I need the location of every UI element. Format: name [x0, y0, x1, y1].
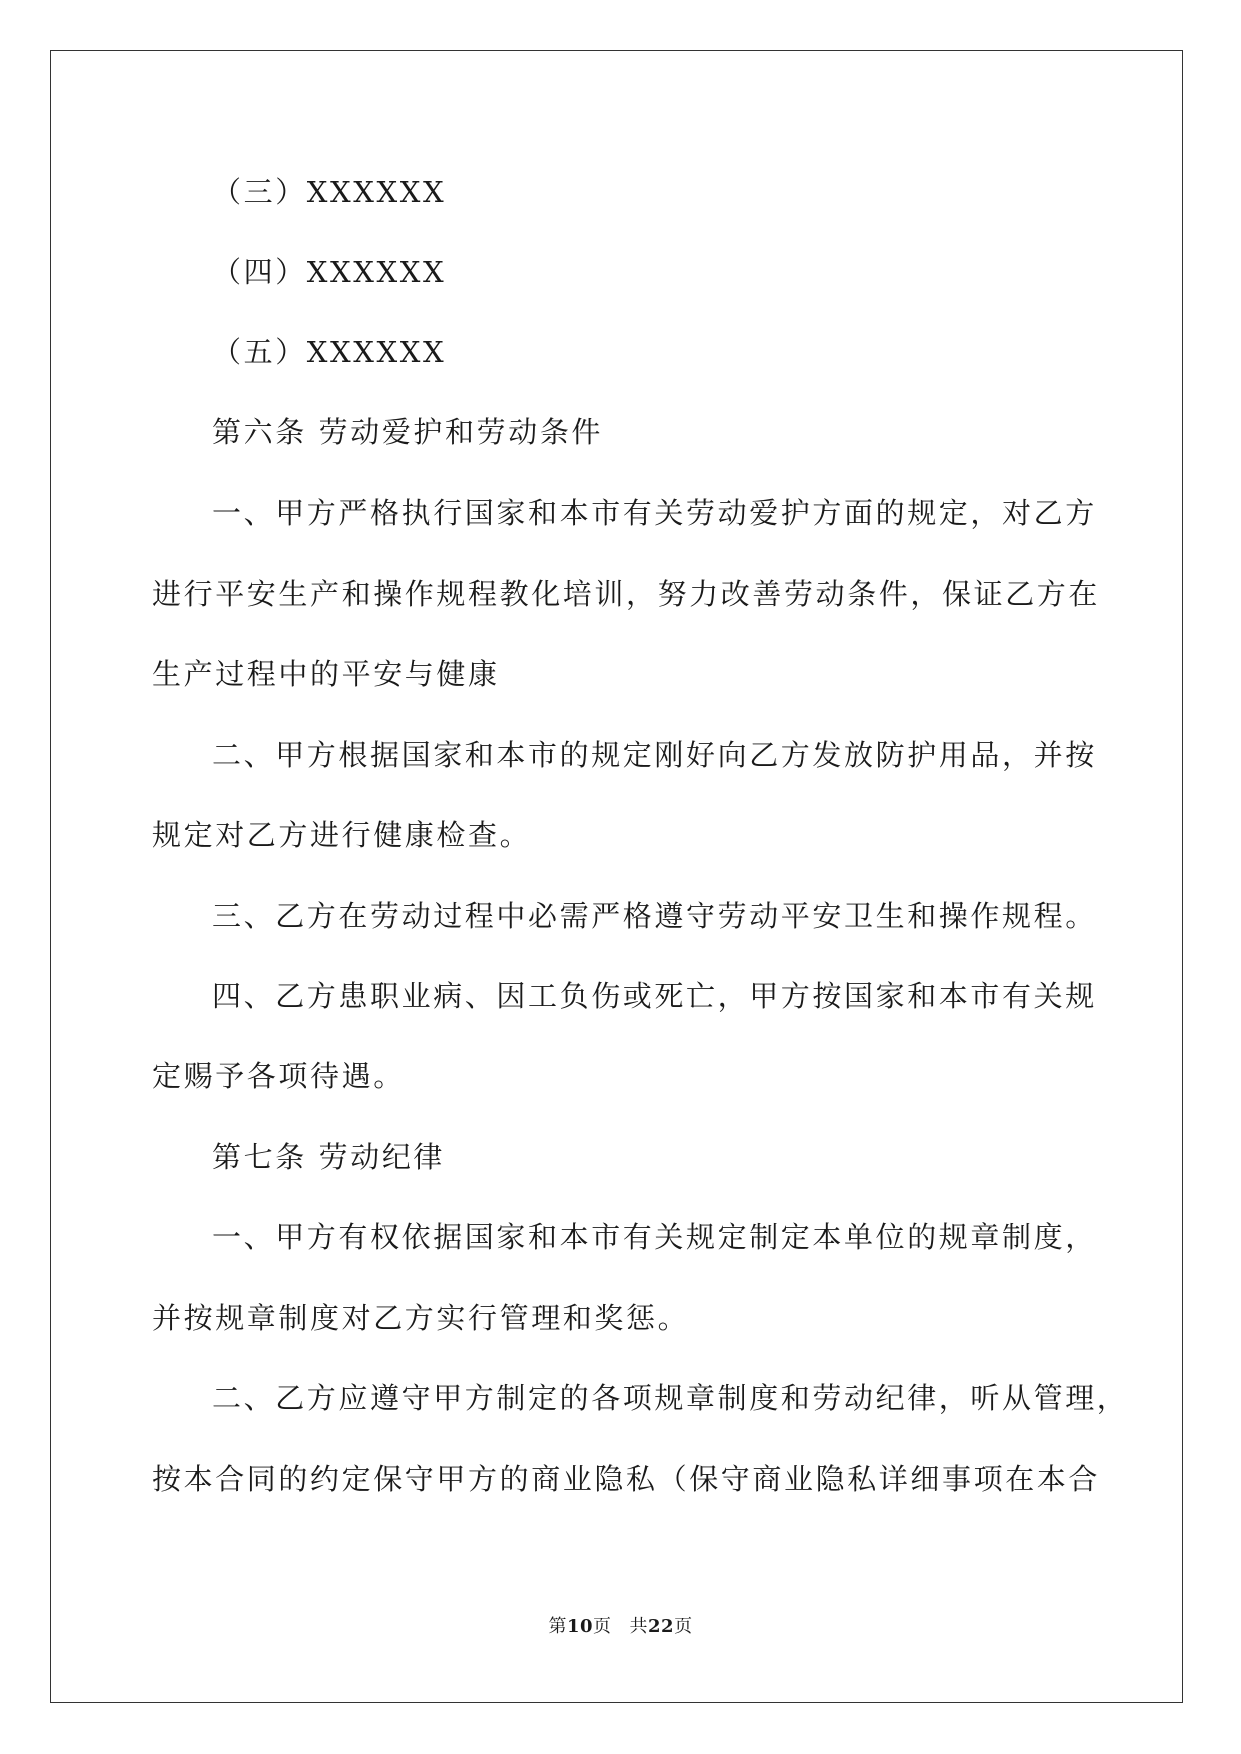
- footer-total-suffix: 页: [674, 1616, 693, 1637]
- footer-page-mid: 页: [593, 1616, 612, 1637]
- article-6-para-1-line-1: 一、甲方严格执行国家和本市有关劳动爱护方面的规定，对乙方: [212, 496, 1097, 530]
- page-border: [50, 50, 1183, 1703]
- article-6-para-3: 三、乙方在劳动过程中必需严格遵守劳动平安卫生和操作规程。: [212, 899, 1097, 933]
- article-6-heading: 第六条 劳动爱护和劳动条件: [212, 415, 604, 449]
- page-footer: [0, 1616, 1241, 1638]
- article-7-heading: 第七条 劳动纪律: [212, 1140, 446, 1174]
- article-6-para-1-line-3: 生产过程中的平安与健康: [152, 657, 500, 691]
- article-7-para-2-line-1: 二、乙方应遵守甲方制定的各项规章制度和劳动纪律，听从管理，: [212, 1381, 1129, 1415]
- clause-item-5: （五）XXXXXX: [212, 335, 447, 369]
- article-6-para-1-line-2: 进行平安生产和操作规程教化培训，努力改善劳动条件，保证乙方在: [152, 577, 1101, 611]
- clause-item-3: （三）XXXXXX: [212, 175, 447, 209]
- article-6-para-2-line-1: 二、甲方根据国家和本市的规定刚好向乙方发放防护用品，并按: [212, 738, 1097, 772]
- footer-page-total: 22: [648, 1616, 675, 1637]
- article-6-para-4-line-2: 定赐予各项待遇。: [152, 1059, 405, 1093]
- article-7-para-2-line-2: 按本合同的约定保守甲方的商业隐私（保守商业隐私详细事项在本合: [152, 1462, 1101, 1496]
- article-7-para-1-line-1: 一、甲方有权依据国家和本市有关规定制定本单位的规章制度，: [212, 1220, 1097, 1254]
- article-6-para-4-line-1: 四、乙方患职业病、因工负伤或死亡，甲方按国家和本市有关规: [212, 979, 1097, 1013]
- article-6-para-2-line-2: 规定对乙方进行健康检查。: [152, 818, 532, 852]
- clause-item-4: （四）XXXXXX: [212, 255, 447, 289]
- footer-total-prefix: 共: [629, 1616, 648, 1637]
- footer-page-prefix: 第: [548, 1616, 567, 1637]
- article-7-para-1-line-2: 并按规章制度对乙方实行管理和奖惩。: [152, 1301, 690, 1335]
- footer-page-current: 10: [566, 1616, 593, 1637]
